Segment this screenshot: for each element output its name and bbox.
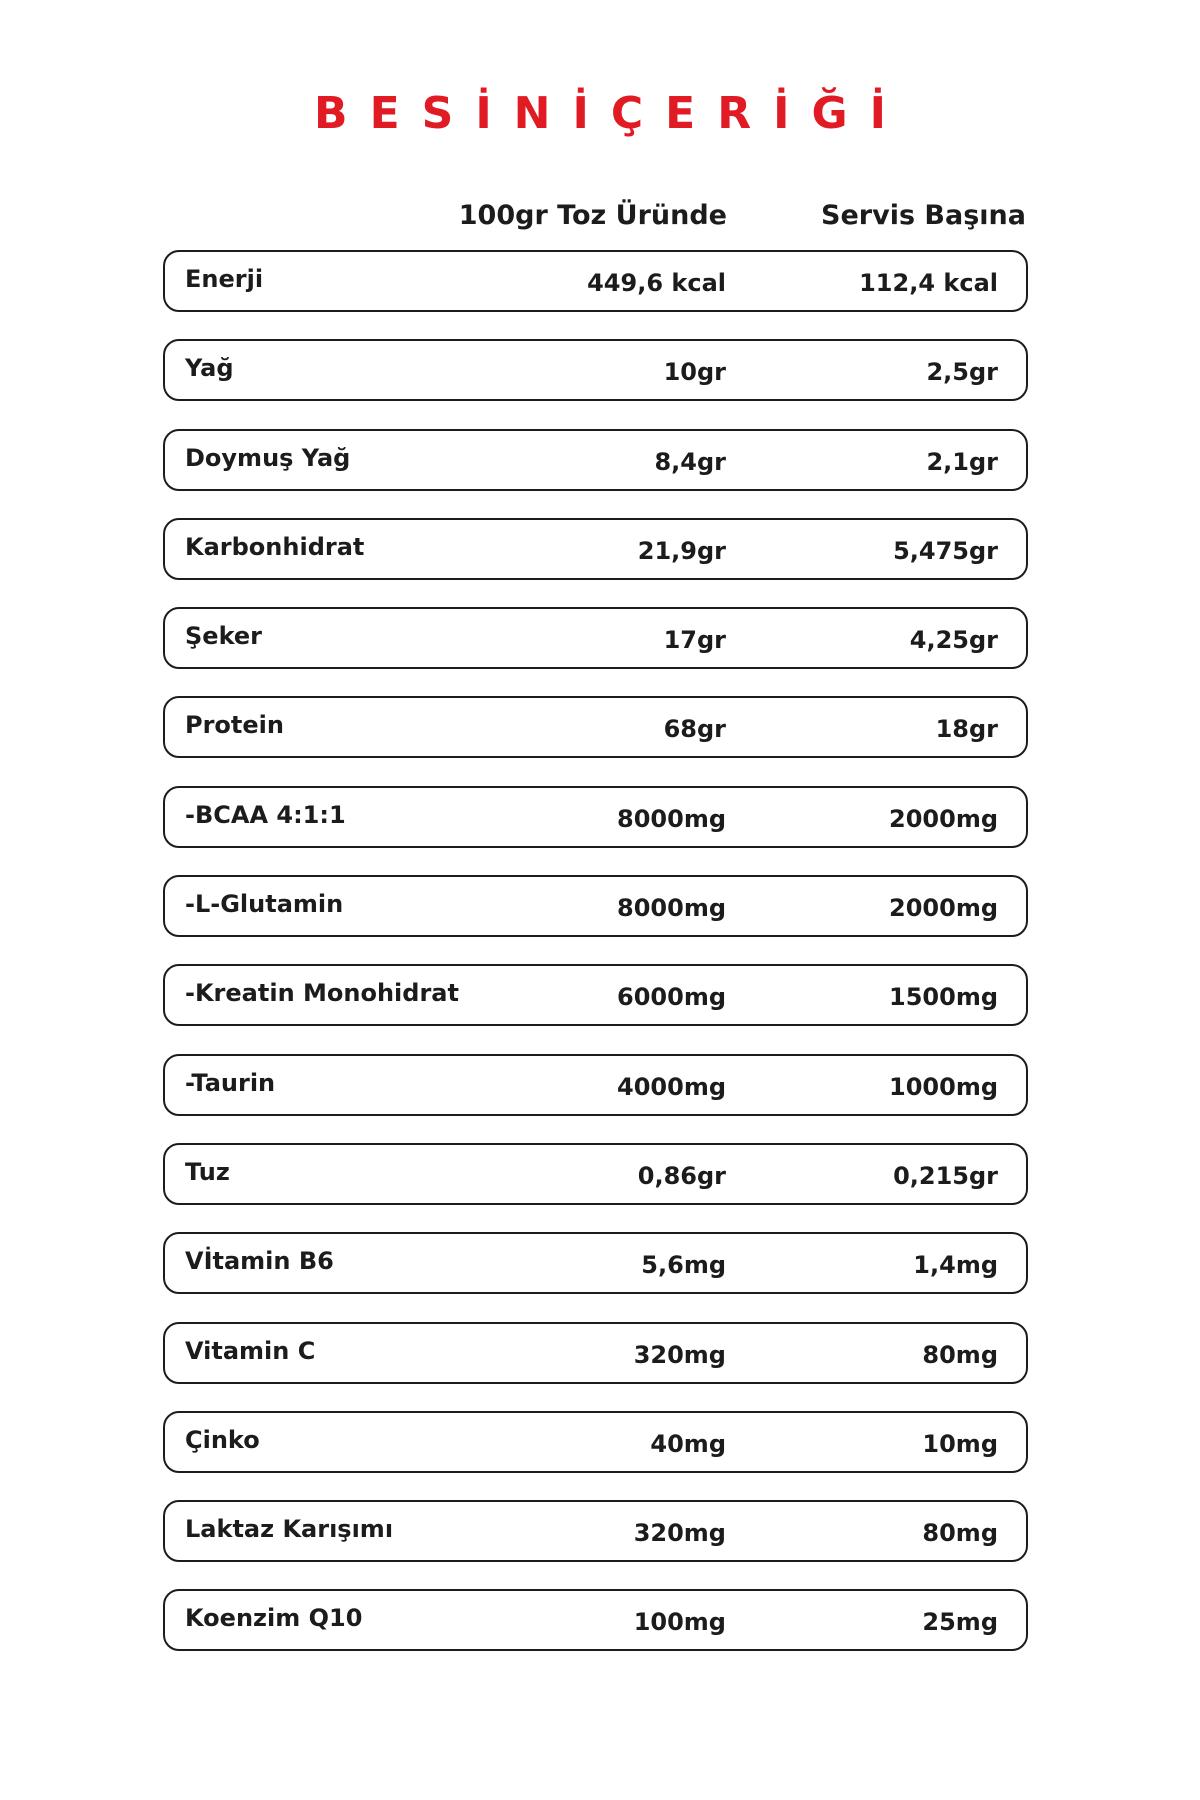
page-title: BESİNİÇERİĞİ [314, 88, 908, 139]
value-per-serving: 10mg [922, 1429, 998, 1458]
nutrient-name: Doymuş Yağ [185, 443, 351, 472]
value-per-100g: 10gr [663, 358, 726, 387]
value-per-100g: 6000mg [617, 983, 726, 1012]
nutrition-row [163, 607, 1028, 669]
nutrient-name: Karbonhidrat [185, 532, 365, 561]
nutrition-row [163, 1054, 1028, 1116]
value-per-serving: 5,475gr [893, 536, 998, 565]
value-per-serving: 2,1gr [926, 447, 998, 476]
value-per-serving: 2,5gr [926, 358, 998, 387]
value-per-100g: 40mg [650, 1429, 726, 1458]
value-per-serving: 2000mg [889, 894, 998, 923]
value-per-serving: 1,4mg [913, 1251, 998, 1280]
value-per-100g: 0,86gr [637, 1161, 726, 1190]
nutrition-row [163, 696, 1028, 758]
nutrition-row [163, 1143, 1028, 1205]
nutrition-row [163, 518, 1028, 580]
value-per-serving: 4,25gr [909, 626, 998, 655]
value-per-serving: 2000mg [889, 804, 998, 833]
nutrition-row [163, 429, 1028, 491]
nutrition-row [163, 964, 1028, 1026]
column-header-per-100g: 100gr Toz Üründe [458, 200, 727, 231]
nutrient-name: Çinko [185, 1425, 260, 1454]
nutrition-row [163, 1500, 1028, 1562]
value-per-serving: 80mg [922, 1519, 998, 1548]
value-per-100g: 320mg [633, 1519, 726, 1548]
value-per-serving: 112,4 kcal [859, 269, 998, 297]
nutrient-name: -Taurin [185, 1068, 276, 1097]
nutrition-row [163, 1411, 1028, 1473]
nutrient-name: Vİtamin B6 [185, 1247, 334, 1276]
nutrient-name: Yağ [185, 354, 234, 383]
value-per-100g: 8000mg [617, 894, 726, 923]
nutrient-name: Enerji [185, 265, 264, 293]
nutrient-name: -Kreatin Monohidrat [185, 979, 459, 1008]
nutrition-row [163, 1589, 1028, 1651]
nutrition-row [163, 1232, 1028, 1294]
nutrient-name: Şeker [185, 622, 262, 651]
column-header-per-serving: Servis Başına [821, 200, 1026, 231]
nutrient-name: Koenzim Q10 [185, 1604, 363, 1633]
value-per-100g: 4000mg [617, 1072, 726, 1101]
nutrient-name: -BCAA 4:1:1 [185, 800, 346, 829]
value-per-serving: 1500mg [889, 983, 998, 1012]
nutrition-row [163, 1322, 1028, 1384]
nutrition-table [163, 250, 1028, 1679]
nutrition-row [163, 250, 1028, 312]
value-per-serving: 80mg [922, 1340, 998, 1369]
value-per-100g: 68gr [663, 715, 726, 744]
value-per-100g: 100mg [633, 1608, 726, 1637]
nutrient-name: Protein [185, 711, 284, 740]
nutrient-name: Vitamin C [185, 1336, 316, 1365]
nutrition-row [163, 875, 1028, 937]
value-per-100g: 5,6mg [641, 1251, 726, 1280]
value-per-serving: 25mg [922, 1608, 998, 1637]
value-per-100g: 17gr [663, 626, 726, 655]
value-per-serving: 18gr [935, 715, 998, 744]
value-per-100g: 8,4gr [654, 447, 726, 476]
value-per-100g: 8000mg [617, 804, 726, 833]
value-per-serving: 0,215gr [893, 1161, 998, 1190]
nutrient-name: Laktaz Karışımı [185, 1515, 394, 1544]
nutrient-name: -L-Glutamin [185, 890, 344, 919]
nutrient-name: Tuz [185, 1157, 230, 1186]
nutrition-row [163, 786, 1028, 848]
nutrition-row [163, 339, 1028, 401]
value-per-serving: 1000mg [889, 1072, 998, 1101]
value-per-100g: 21,9gr [637, 536, 726, 565]
value-per-100g: 320mg [633, 1340, 726, 1369]
value-per-100g: 449,6 kcal [587, 269, 726, 297]
